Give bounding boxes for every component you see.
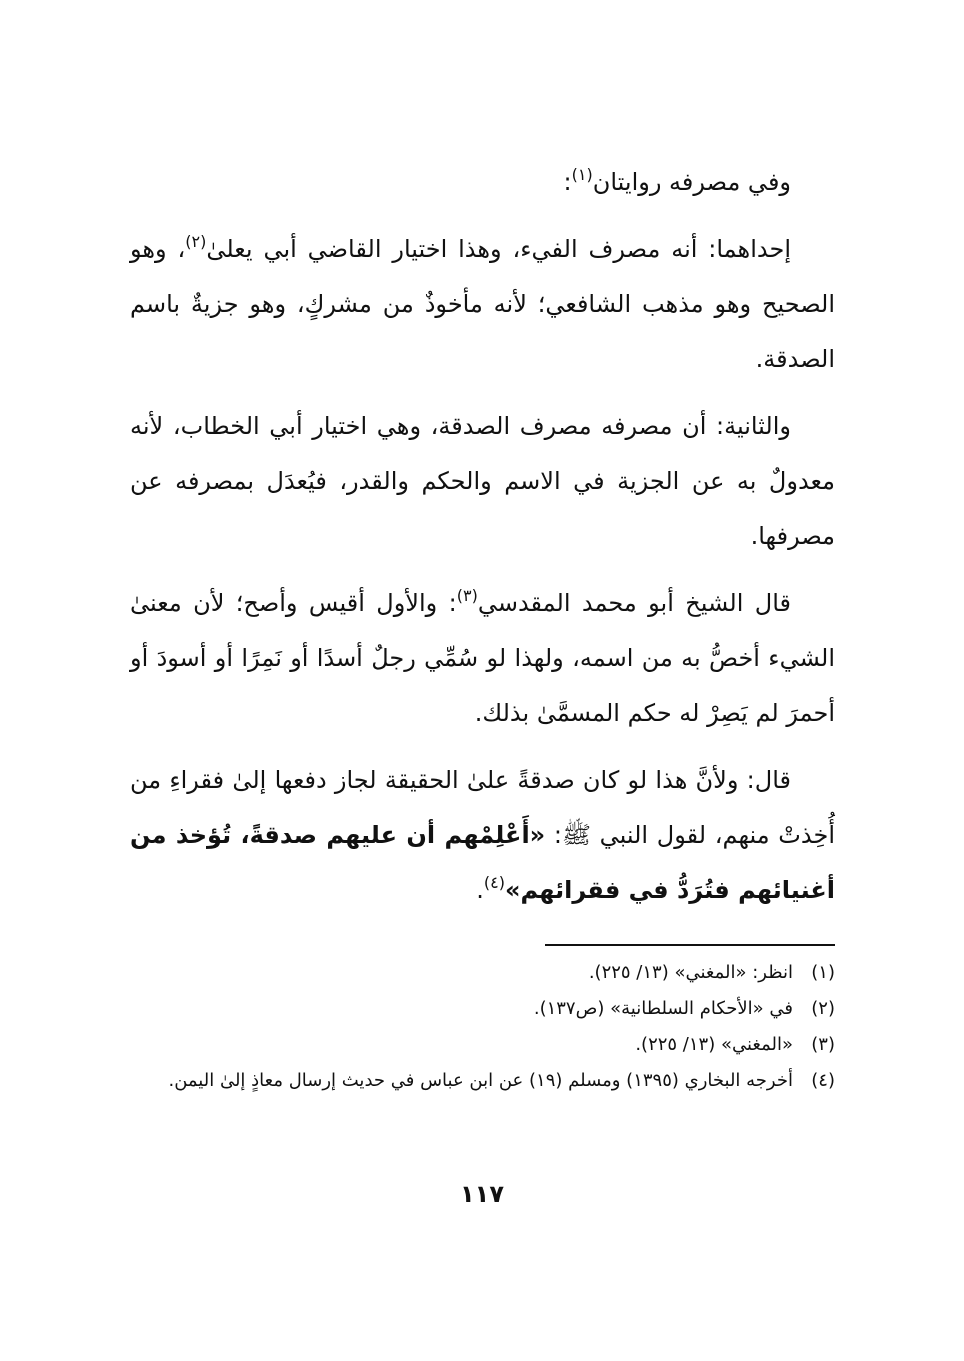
footnote-2 bbox=[120, 991, 835, 1027]
paragraph-1-text: وفي مصرفه روايتان bbox=[592, 168, 791, 196]
footnote-divider bbox=[545, 944, 835, 946]
footnote-3 bbox=[120, 1027, 835, 1063]
footnote-1 bbox=[120, 955, 835, 991]
hadith-quote: «أَعْلِمْهم أن عليهم صدقةً، تُؤخذ من أغنيائهم فتُرَدُّ في فقرائهم» bbox=[130, 821, 835, 904]
footnote-2-text: في «الأحكام السلطانية» (ص١٣٧). bbox=[533, 998, 793, 1019]
footnotes bbox=[120, 955, 835, 1099]
paragraph-5-part1: قال: ولأنَّ هذا لو كان صدقةً علىٰ الحقيقة لجاز دفعها إلىٰ فقراءِ من أُخِذتْ منهم، لقول النبي ﷺ: bbox=[130, 766, 835, 849]
paragraph-3-text: والثانية: أن مصرفه مصرف الصدقة، وهي اختيار أبي الخطاب، لأنه معدولٌ به عن الجزية في الاسم والحكم والقدر، فيُعدَل بمصرفه عن مصرفها. bbox=[130, 412, 835, 550]
paragraph-5 bbox=[130, 753, 835, 918]
footnote-1-text: انظر: «المغني» (١٣/ ٢٢٥). bbox=[588, 962, 793, 983]
footnote-ref-1: (١) bbox=[571, 165, 593, 184]
footnote-4-text: أخرجه البخاري (١٣٩٥) ومسلم (١٩) عن ابن عباس في حديث إرسال معاذٍ إلىٰ اليمن. bbox=[168, 1070, 793, 1091]
paragraph-1 bbox=[130, 155, 835, 210]
paragraph-2 bbox=[130, 222, 835, 387]
paragraph-4-part2: : والأول أقيس وأصح؛ لأن معنىٰ الشيء أخصُّ به من اسمه، ولهذا لو سُمِّي رجلٌ أسدًا أو نَمِرًا أو أسودَ أو أحمرَ لم يَصِرْ له حكم المسمَّىٰ بذلك. bbox=[130, 589, 835, 727]
paragraph-2-part1: إحداهما: أنه مصرف الفيء، وهذا اختيار القاضي أبي يعلىٰ bbox=[206, 235, 791, 263]
footnote-ref-2: (٢) bbox=[185, 232, 207, 251]
footnote-1-number: (١) bbox=[811, 962, 835, 983]
footnote-ref-4: (٤) bbox=[483, 873, 505, 892]
footnote-4 bbox=[120, 1063, 835, 1099]
footnote-4-number: (٤) bbox=[811, 1070, 835, 1091]
footnote-2-number: (٢) bbox=[811, 998, 835, 1019]
footnote-ref-3: (٣) bbox=[456, 586, 478, 605]
main-text bbox=[130, 155, 835, 930]
paragraph-4-part1: قال الشيخ أبو محمد المقدسي bbox=[477, 589, 791, 617]
footnote-3-text: «المغني» (١٣/ ٢٢٥). bbox=[635, 1034, 793, 1055]
paragraph-2-part2: ، وهو الصحيح وهو مذهب الشافعي؛ لأنه مأخوذٌ من مشركٍ، وهو جزيةٌ باسم الصدقة. bbox=[130, 235, 835, 373]
page-number: ١١٧ bbox=[460, 1180, 504, 1208]
paragraph-3 bbox=[130, 399, 835, 564]
paragraph-5-tail: . bbox=[476, 876, 484, 904]
footnote-3-number: (٣) bbox=[811, 1034, 835, 1055]
paragraph-1-tail: : bbox=[563, 168, 572, 196]
paragraph-4 bbox=[130, 576, 835, 741]
